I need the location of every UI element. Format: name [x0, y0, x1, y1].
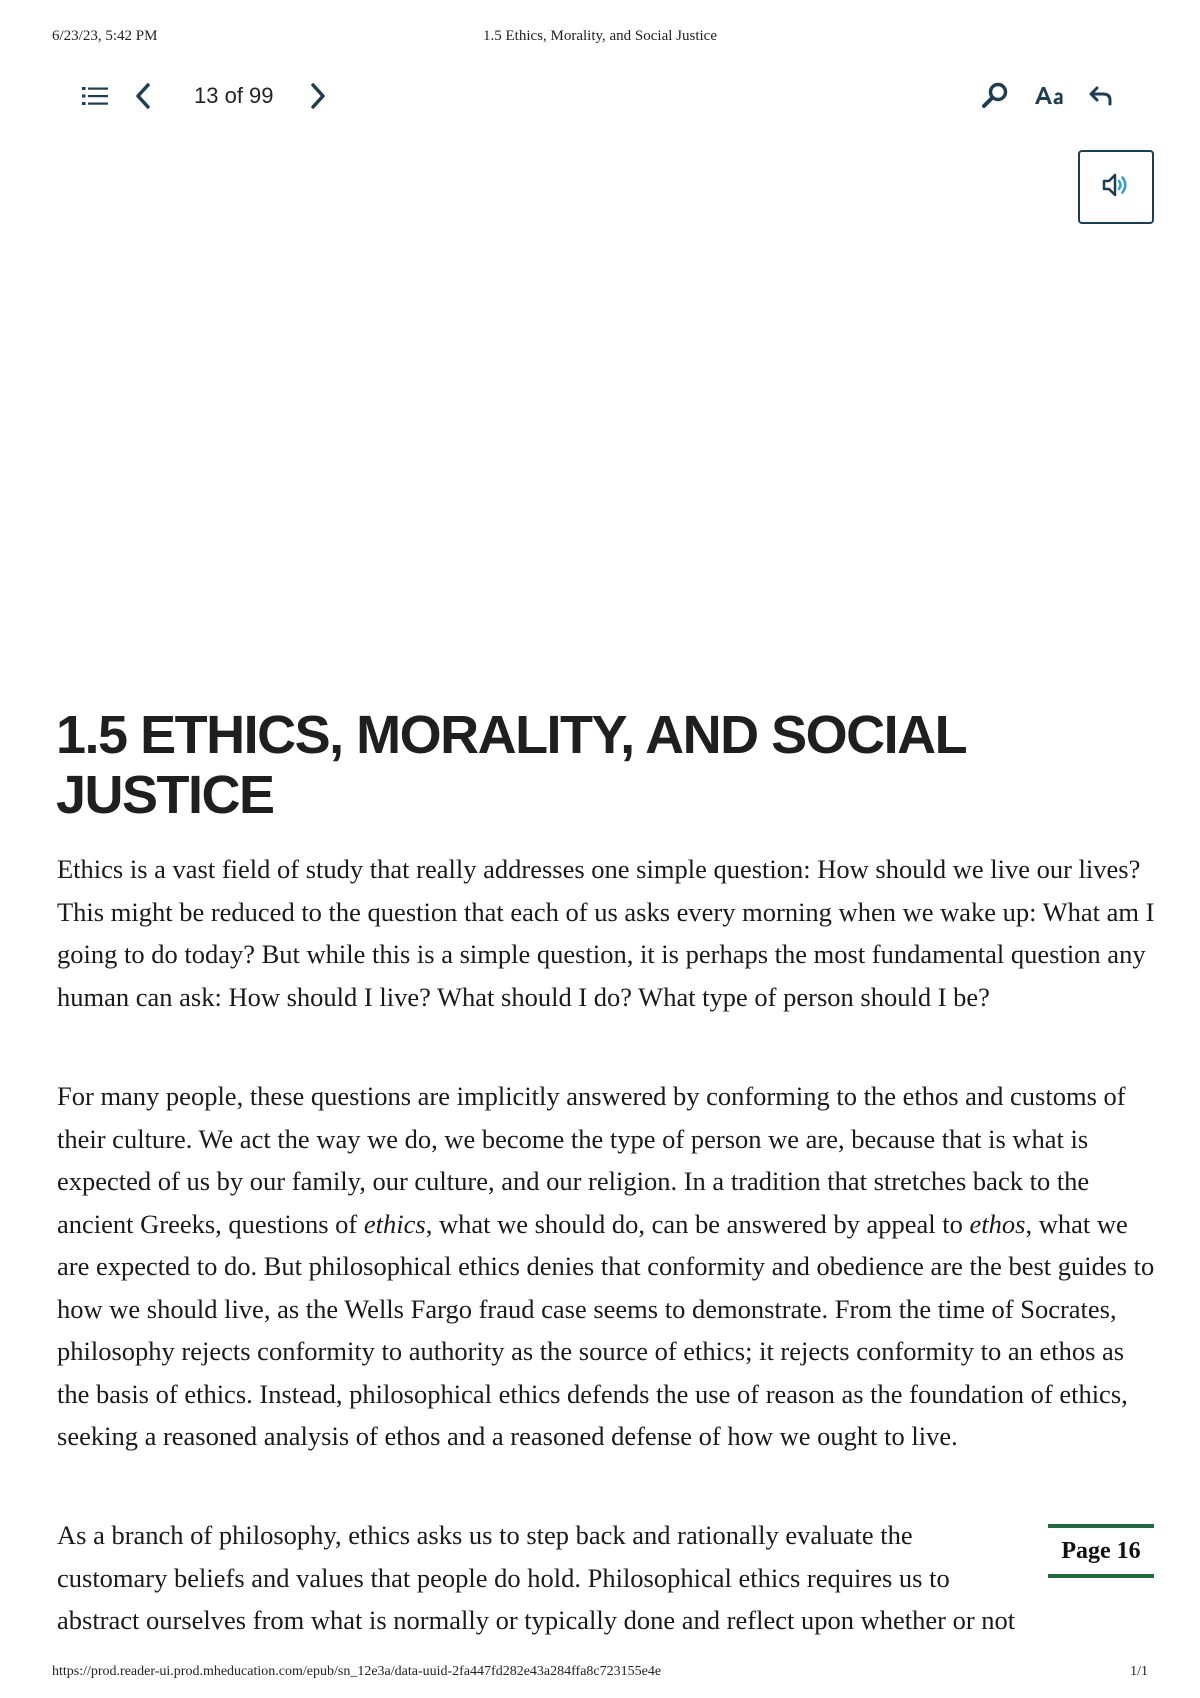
print-page-number: 1/1	[1130, 1664, 1148, 1679]
term-ethos: ethos	[969, 1208, 1026, 1239]
paragraph-3: As a branch of philosophy, ethics asks us to step back and rationally evaluate the customary beliefs and values that people do hold. Philosophical ethics requires us to abstract ourselves from what is normally or typically done and reflect upon whether or not	[57, 1520, 1016, 1635]
print-timestamp: 6/23/23, 5:42 PM	[52, 28, 158, 44]
print-document-title: 1.5 Ethics, Morality, and Social Justice	[483, 28, 717, 44]
paragraph-2-part-3: , what we are expected to do. But philosophical ethics denies that conformity and obedience are the best guides to how we should live, as the Wells Fargo fraud case seems to demonstrate. From the time of Socrates, philosophy rejects conformity to authority as the source of ethics; it rejects conformity to an ethos as the basis of ethics. Instead, philosophical ethics defends the use of reason as the foundation of ethics, seeking a reasoned analysis of ethos and a reasoned defense of how we ought to live.	[57, 1208, 1155, 1451]
print-footer	[52, 1664, 1148, 1682]
page-indicator: 13 of 99	[194, 83, 274, 108]
paragraph-2-part-1: For many people, these questions are implicitly answered by conforming to the ethos and customs of their culture. We act the way we do, we become the type of person we are, because that is what is expected of us by our family, our culture, and our religion. In a tradition that stretches back to the ancient Greeks, questions of	[57, 1081, 1126, 1239]
page-marker: Page 16	[1048, 1524, 1154, 1578]
print-url: https://prod.reader-ui.prod.mheducation.com/epub/sn_12e3a/data-uuid-2fa447fd282e43a284ffa8c723155e4e	[52, 1664, 662, 1679]
paragraph-1: Ethics is a vast field of study that really addresses one simple question: How should we live our lives? This might be reduced to the question that each of us asks every morning when we wake up: What am I going to do today? But while this is a simple question, it is perhaps the most fundamental question any human can ask: How should I live? What should I do? What type of person should I be?	[57, 854, 1155, 1012]
paragraph-2-part-2: , what we should do, can be answered by appeal to	[425, 1208, 970, 1239]
term-ethics: ethics	[363, 1208, 426, 1239]
section-heading: 1.5 ETHICS, MORALITY, AND SOCIAL JUSTICE	[56, 705, 966, 825]
